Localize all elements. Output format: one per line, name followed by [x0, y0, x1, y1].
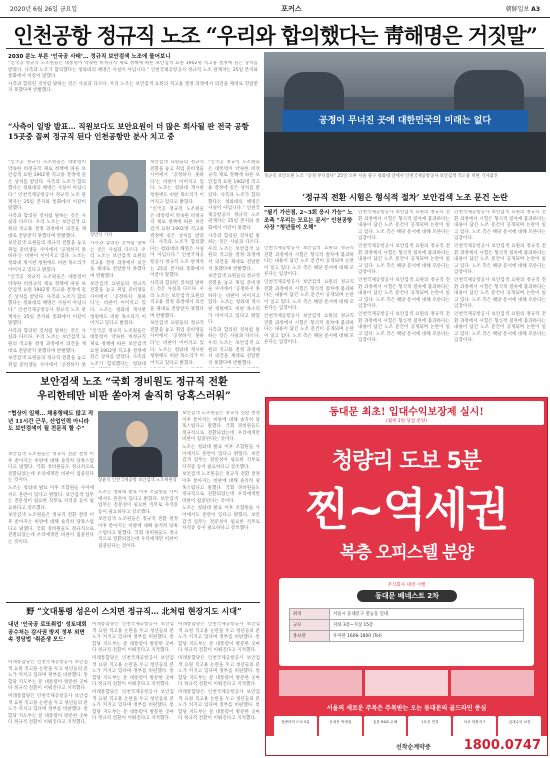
article3-headline: 野 “文대통령 성은이 스치면 정규직… 北처럼 현장지도 시대” [26, 606, 242, 616]
article4-col1: 인천국제공항공사 보안검색 요원의 정규직 전환 과정에서 시험은 형식적 절차에 불과하다는 내용이 담긴 노조 문건이 공개되며 논란이 일고 있다. 노조 측은 해당 문서에 대해 모른다는 입장이다. 인천국제공항공사 보안검색 요원의 정규직 전환 과정에서 시험은 형식적 절차에 불과하다는 내용이 담긴 노조 문건이 공개되며 논란이 일고 있다. 노조 측은 해당 문서에 대해 모른다는 입장이다. 인천국제공항공사 보안검색 요원의 정규직 전환 과정에서 시험은 형식적 절차에 불과하다는 내용이 담긴 노조 문건이 공개되며 논란이 일고 있다. 노조 측은 해당 문서에 대해 모른다는 입장이다. [264, 246, 354, 346]
union-photo [98, 411, 178, 477]
ad-phone-number[interactable]: 1800.0747 [463, 738, 541, 753]
article2-sub: “협상이 일해… 채용형태도 많고 작년 11시간 근무, 산업인력 아니라도 보안검색이 될 전문직 할 수” [8, 411, 94, 432]
ad-line2: 찐~역세권 [305, 483, 508, 536]
article2-col1: 보안검색 노조원들은 정규직 전환 결정 이후 쏟아지는 비판에 대해 솔직히 당혹스럽다고 말했다. 국회 경비원들도 정규직으로 전환되었는데 우리에게만 비판이 집중된다는 것이다. 노조는 청와대 발표 이후 조합원들 사이에서도 혼란이 있다고 밝혔다. 보안검색 업무는 전문성이 필요한 직무로 자격증 등이 필요하다고 강조했다. 보안검색 노조원들은 정규직 전환 결정 이후 쏟아지는 비판에 대해 솔직히 당혹스럽다고 말했다. 국회 경비원들도 정규직으로 전환되었는데 우리에게만 비판이 집중된다는 것이다. [8, 452, 94, 545]
article3-sub: 내년 ‘인국공 로또취업’ 성토대회 공수처는 감사권 방지 정부 외면 속 정당법 ‘취준생 모드’ [8, 622, 87, 643]
article4-sub: “필기 가산점, 2~3회 응시 가능” 노조측 “우리는 모르는 문서” 인천공항 사장 “청년들이 오해” [264, 210, 353, 231]
article2-col3: 보안검색 노조원들은 정규직 전환 결정 이후 쏟아지는 비판에 대해 솔직히 당혹스럽다고 말했다. 국회 경비원들도 정규직으로 전환되었는데 우리에게만 비판이 집중된다는 것이다. 노조는 청와대 발표 이후 조합원들 사이에서도 혼란이 있다고 밝혔다. 보안검색 업무는 전문성이 필요한 직무로 자격증 등이 필요하다고 강조했다. 보안검색 노조원들은 정규직 전환 결정 이후 쏟아지는 비판에 대해 솔직히 당혹스럽다고 말했다. 국회 경비원들도 정규직으로 전환되었는데 우리에게만 비판이 집중된다는 것이다. 노조는 청와대 발표 이후 조합원들 사이에서도 혼란이 있다고 밝혔다. 보안검색 업무는 전문성이 필요한 직무로 자격증 등이 필요하다고 강조했다. [182, 411, 260, 532]
article3-col1: 미래통합당은 인천국제공항공사 보안검색 요원 직고용 논란을 두고 청년들의 분노가 커지고 있다며 정부를 비판했다. 통합당 지도부는 문 대통령이 방문한 곳마다 정규직 전환이 이뤄진다고 지적했다. 미래통합당은 인천국제공항공사 보안검색 요원 직고용 논란을 두고 청년들의 분노가 커지고 있다며 정부를 비판했다. 통합당 지도부는 문 대통령이 방문한 곳마다 정규직 전환이 이뤄진다고 지적했다. [8, 660, 88, 726]
ad-phone-label: 선착순계약중 [396, 744, 431, 751]
article1-intro: “인국공 정규직 노조원들은 대통령이 약속한 비정규직 제로 정책에 따른 보안검색 요원 1902명 직고용 결정에 깊은 상처를 받았다. 사측과 노조가 합의했다는 청와대의 해명은 사실이 아닙니다.” 인천국제공항공사 정규직 노조 관계자는 25일 본지와 통화에서 이같이 말했다. 사측과 합의된 것처럼 말하는 것은 사실과 다르다. 우리 노조는 보안검색 요원의 직고용 결정 과정에서 의견을 제대로 전달받지 못했다며 반발했다. [8, 61, 258, 94]
ad-tagline: 서울의 새로운 주목은 주목받는 오는 동대문의 골드라인 중심 [326, 705, 487, 712]
article3-col2: 미래통합당은 인천국제공항공사 보안검색 요원 직고용 논란을 두고 청년들의 분노가 커지고 있다며 정부를 비판했다. 통합당 지도부는 문 대통령이 방문한 곳마다 정규직 전환이 이뤄진다고 지적했다. 미래통합당은 인천국제공항공사 보안검색 요원 직고용 논란을 두고 청년들의 분노가 커지고 있다며 정부를 비판했다. 통합당 지도부는 문 대통령이 방문한 곳마다 정규직 전환이 이뤄진다고 지적했다. 미래통합당은 인천국제공항공사 보안검색 요원 직고용 논란을 두고 청년들의 분노가 커지고 있다며 정부를 비판했다. 통합당 지도부는 문 대통령이 방문한 곳마다 정규직 전환이 이뤄진다고 지적했다. [92, 622, 174, 722]
article2-headline-line1: 보안검색 노조 “국회 경비원도 정규직 전환 [40, 377, 228, 388]
feature-item: 동대문 역세권 [319, 716, 362, 752]
article4-col3: 인천국제공항공사 보안검색 요원의 정규직 전환 과정에서 시험은 형식적 절차에 불과하다는 내용이 담긴 노조 문건이 공개되며 논란이 일고 있다. 노조 측은 해당 문서에 대해 모른다는 입장이다. 인천국제공항공사 보안검색 요원의 정규직 전환 과정에서 시험은 형식적 절차에 불과하다는 내용이 담긴 노조 문건이 공개되며 논란이 일고 있다. 노조 측은 해당 문서에 대해 모른다는 입장이다. 인천국제공항공사 보안검색 요원의 정규직 전환 과정에서 시험은 형식적 절차에 불과하다는 내용이 담긴 노조 문건이 공개되며 논란이 일고 있다. 노조 측은 해당 문서에 대해 모른다는 입장이다. 인천국제공항공사 보안검색 요원의 정규직 전환 과정에서 시험은 형식적 절차에 불과하다는 내용이 담긴 노조 문건이 공개되며 논란이 일고 있다. 노조 측은 해당 문서에 대해 모른다는 입장이다. [454, 210, 546, 344]
table-cell: 서울시 동대문구 전농동 일대 [330, 609, 524, 620]
article2-col2: 노조는 청와대 발표 이후 조합원들 사이에서도 혼란이 있다고 밝혔다. 보안검색 업무는 전문성이 필요한 직무로 자격증 등이 필요하다고 강조했다. 보안검색 노조원들은 정규직 전환 결정 이후 쏟아지는 비판에 대해 솔직히 당혹스럽다고 말했다. 국회 경비원들도 정규직으로 전환되었는데 우리에게만 비판이 집중된다는 것이다. [98, 490, 178, 549]
article1-col4: “인국공 정규직 노조원들은 대통령이 약속한 비정규직 제로 정책에 따른 보안검색 요원 1902명 직고용 결정에 깊은 상처를 받았다. 사측과 노조가 합의했다는 청와대의 해명은 사실이 아닙니다.” 인천국제공항공사 정규직 노조 관계자는 25일 본지와 통화에서 이같이 말했다. 사측과 합의된 것처럼 말하는 것은 사실과 다르다. 우리 노조는 보안검색 요원의 직고용 결정 과정에서 의견을 제대로 전달받지 못했다며 반발했다. 보안검색 요원들의 정규직 전환을 놓고 취업 준비생들 사이에서 ‘공정하지 못하다’는 비판이 이어지고 있다. 노조는 청와대 게시판 청원에도 비판 목소리가 이어지고 있다고 밝혔다. 사측과 합의된 것처럼 말하는 것은 사실과 다르다. 우리 노조는 보안검색 요원의 직고용 결정 과정에서 의견을 제대로 전달받지 못했다며 반발했다. [208, 160, 260, 366]
header-section: 포커스 [281, 4, 302, 13]
table-cell: 홍보관 [290, 631, 330, 642]
table-cell: 지하 3층~지상 15층 [330, 620, 524, 631]
table-cell: 우미관 1606-1800 (Tel) [330, 631, 524, 642]
ad-top-title: 동대문 최초! 입대수익보장제 실시! [329, 407, 484, 418]
feature-item: 입대수익 보장 [498, 716, 541, 752]
protest-banner: 공정이 무너진 곳에 대한민국의 미래는 없다 [282, 110, 528, 132]
feature-item: 1호선 연결 [408, 716, 451, 752]
person-photo-caption: 장만석 기자 [90, 233, 113, 238]
ad-top-banner [269, 401, 544, 425]
divider [6, 48, 544, 49]
feature-item: 의료 복합지구 [453, 716, 496, 752]
ad-phone-bar [266, 736, 547, 755]
divider [6, 372, 260, 373]
article2-headline [8, 376, 260, 404]
protest-photo [264, 52, 546, 172]
ad-developer: 주식회사 세영 시행 [387, 583, 426, 588]
ad-top-subtitle: (월세 1원 당첨 분양) [385, 419, 428, 424]
table-row [290, 620, 524, 631]
table-cell: 규모 [290, 620, 330, 631]
divider [6, 602, 260, 603]
header-paper: 朝鮮일보 [505, 6, 530, 13]
union-photo-caption: 장윤석 인천국제공항 보안검색 노조위원장 [98, 478, 177, 483]
ad-line3: 복층 오피스텔 분양 [339, 543, 474, 563]
ad-info-box [279, 578, 534, 666]
divider [264, 206, 546, 207]
feature-item: 청량리역 도보 5분 [274, 716, 317, 752]
ad-line1: 청량리 도보 5분 [331, 449, 482, 474]
ad-brand: 동대문 베네스트 2차 [357, 590, 457, 602]
header-page: A3 [531, 6, 540, 13]
article1-col2: 사측과 합의된 것처럼 말하는 것은 사실과 다르다. 우리 노조는 보안검색 요원의 직고용 결정 과정에서 의견을 제대로 전달받지 못했다며 반발했다. 보안검색 요원들의 정규직 전환을 놓고 취업 준비생들 사이에서 ‘공정하지 못하다’는 비판이 이어지고 있다. 노조는 청와대 게시판 청원에도 비판 목소리가 이어지고 있다고 밝혔다. “인국공 정규직 노조원들은 대통령이 약속한 비정규직 제로 정책에 따른 보안검색 요원 1902명 직고용 결정에 깊은 상처를 받았다. 사측과 노조가 합의했다는 청와대 [90, 241, 146, 367]
page-header [0, 0, 550, 18]
table-row [290, 631, 524, 642]
ad-building-images [279, 670, 534, 696]
feature-item: 홍릉 R&D 수혜 [364, 716, 407, 752]
article1-col3: 보안검색 요원들의 정규직 전환을 놓고 취업 준비생들 사이에서 ‘공정하지 못하다’는 비판이 이어지고 있다. 노조는 청와대 게시판 청원에도 비판 목소리가 이어지고 있다고 밝혔다. “인국공 정규직 노조원들은 대통령이 약속한 비정규직 제로 정책에 따른 보안검색 요원 1902명 직고용 결정에 깊은 상처를 받았다. 사측과 노조가 합의했다는 청와대의 해명은 사실이 아닙니다.” 인천국제공항공사 정규직 노조 관계자는 25일 본지와 통화에서 이같이 말했다. 사측과 합의된 것처럼 말하는 것은 사실과 다르다. 우리 노조는 보안검색 요원의 직고용 결정 과정에서 의견을 제대로 전달받지 못했다며 반발했다. 보안검색 요원들의 정규직 전환을 놓고 취업 준비생들 사이에서 ‘공정하지 못하다’는 비판이 이어지고 있다. 노조는 청와대 게시판 청원에도 비판 목소리가 이어지고 있다고 밝혔다. [150, 160, 204, 366]
real-estate-ad[interactable] [265, 397, 548, 756]
article1-deck: 2030 분노 부른 ‘인국공 사태’… 정규직 보안검색 노조에 물어보니 [8, 54, 171, 60]
table-cell: 위치 [290, 609, 330, 620]
ad-info-table [289, 608, 524, 642]
table-row [290, 609, 524, 620]
protest-photo-caption: 정규직 보안요원 노조 “공정 무너졌다” 25일 오후 서울 중구 청와대 앞에서 인천국제공항공사 보안검색 직고용 비판 기자회견 [264, 174, 498, 179]
article1-sub: “사측이 일방 발표… 직원보다도 보안요원이 더 많은 회사될 판 전국 공항 15곳중 꼴찌 정규직 된다 인천공항만 분사 치고 중 [8, 122, 249, 141]
article1-col1: “인국공 정규직 노조원들은 대통령이 약속한 비정규직 제로 정책에 따른 보안검색 요원 1902명 직고용 결정에 깊은 상처를 받았다. 사측과 노조가 합의했다는 청와대의 해명은 사실이 아닙니다.” 인천국제공항공사 정규직 노조 관계자는 25일 본지와 통화에서 이같이 말했다. 사측과 합의된 것처럼 말하는 것은 사실과 다르다. 우리 노조는 보안검색 요원의 직고용 결정 과정에서 의견을 제대로 전달받지 못했다며 반발했다. 보안검색 요원들의 정규직 전환을 놓고 취업 준비생들 사이에서 ‘공정하지 못하다’는 비판이 이어지고 있다. 노조는 청와대 게시판 청원에도 비판 목소리가 이어지고 있다고 밝혔다. “인국공 정규직 노조원들은 대통령이 약속한 비정규직 제로 정책에 따른 보안검색 요원 1902명 직고용 결정에 깊은 상처를 받았다. 사측과 노조가 합의했다는 청와대의 해명은 사실이 아닙니다.” 인천국제공항공사 정규직 노조 관계자는 25일 본지와 통화에서 이같이 말했다. 사측과 합의된 것처럼 말하는 것은 사실과 다르다. 우리 노조는 보안검색 요원의 직고용 결정 과정에서 의견을 제대로 전달받지 못했다며 반발했다. 보안검색 요원들의 정규직 전환을 놓고 취업 준비생들 사이에서 ‘공정하지 못 [8, 160, 86, 368]
article4-headline: ‘정규직 전환 시험은 형식적 절차’ 보안검색 노조 문건 논란 [302, 192, 508, 202]
article1-headline: 인천공항 정규직 노조 “우리와 합의했다는 靑해명은 거짓말” [13, 23, 537, 48]
article2-headline-line2: 우리한테만 비판 쏟아져 솔직히 당혹스러워” [37, 391, 231, 402]
person-photo [90, 160, 146, 232]
article3-col3: 미래통합당은 인천국제공항공사 보안검색 요원 직고용 논란을 두고 청년들의 분노가 커지고 있다며 정부를 비판했다. 통합당 지도부는 문 대통령이 방문한 곳마다 정규직 전환이 이뤄진다고 지적했다. 미래통합당은 인천국제공항공사 보안검색 요원 직고용 논란을 두고 청년들의 분노가 커지고 있다며 정부를 비판했다. 통합당 지도부는 문 대통령이 방문한 곳마다 정규직 전환이 이뤄진다고 지적했다. 미래통합당은 인천국제공항공사 보안검색 요원 직고용 논란을 두고 청년들의 분노가 커지고 있다며 정부를 비판했다. 통합당 지도부는 문 대통령이 방문한 곳마다 정규직 전환이 이뤄진다고 지적했다. [178, 622, 260, 722]
article4-col2: 인천국제공항공사 보안검색 요원의 정규직 전환 과정에서 시험은 형식적 절차에 불과하다는 내용이 담긴 노조 문건이 공개되며 논란이 일고 있다. 노조 측은 해당 문서에 대해 모른다는 입장이다. 인천국제공항공사 보안검색 요원의 정규직 전환 과정에서 시험은 형식적 절차에 불과하다는 내용이 담긴 노조 문건이 공개되며 논란이 일고 있다. 노조 측은 해당 문서에 대해 모른다는 입장이다. 인천국제공항공사 보안검색 요원의 정규직 전환 과정에서 시험은 형식적 절차에 불과하다는 내용이 담긴 노조 문건이 공개되며 논란이 일고 있다. 노조 측은 해당 문서에 대해 모른다는 입장이다. 인천국제공항공사 보안검색 요원의 정규직 전환 과정에서 시험은 형식적 절차에 불과하다는 내용이 담긴 노조 문건이 공개되며 논란이 일고 있다. 노조 측은 해당 문서에 대해 모른다는 입장이다. [358, 210, 450, 344]
header-date: 2020년 6월 26일 금요일 [10, 6, 78, 13]
